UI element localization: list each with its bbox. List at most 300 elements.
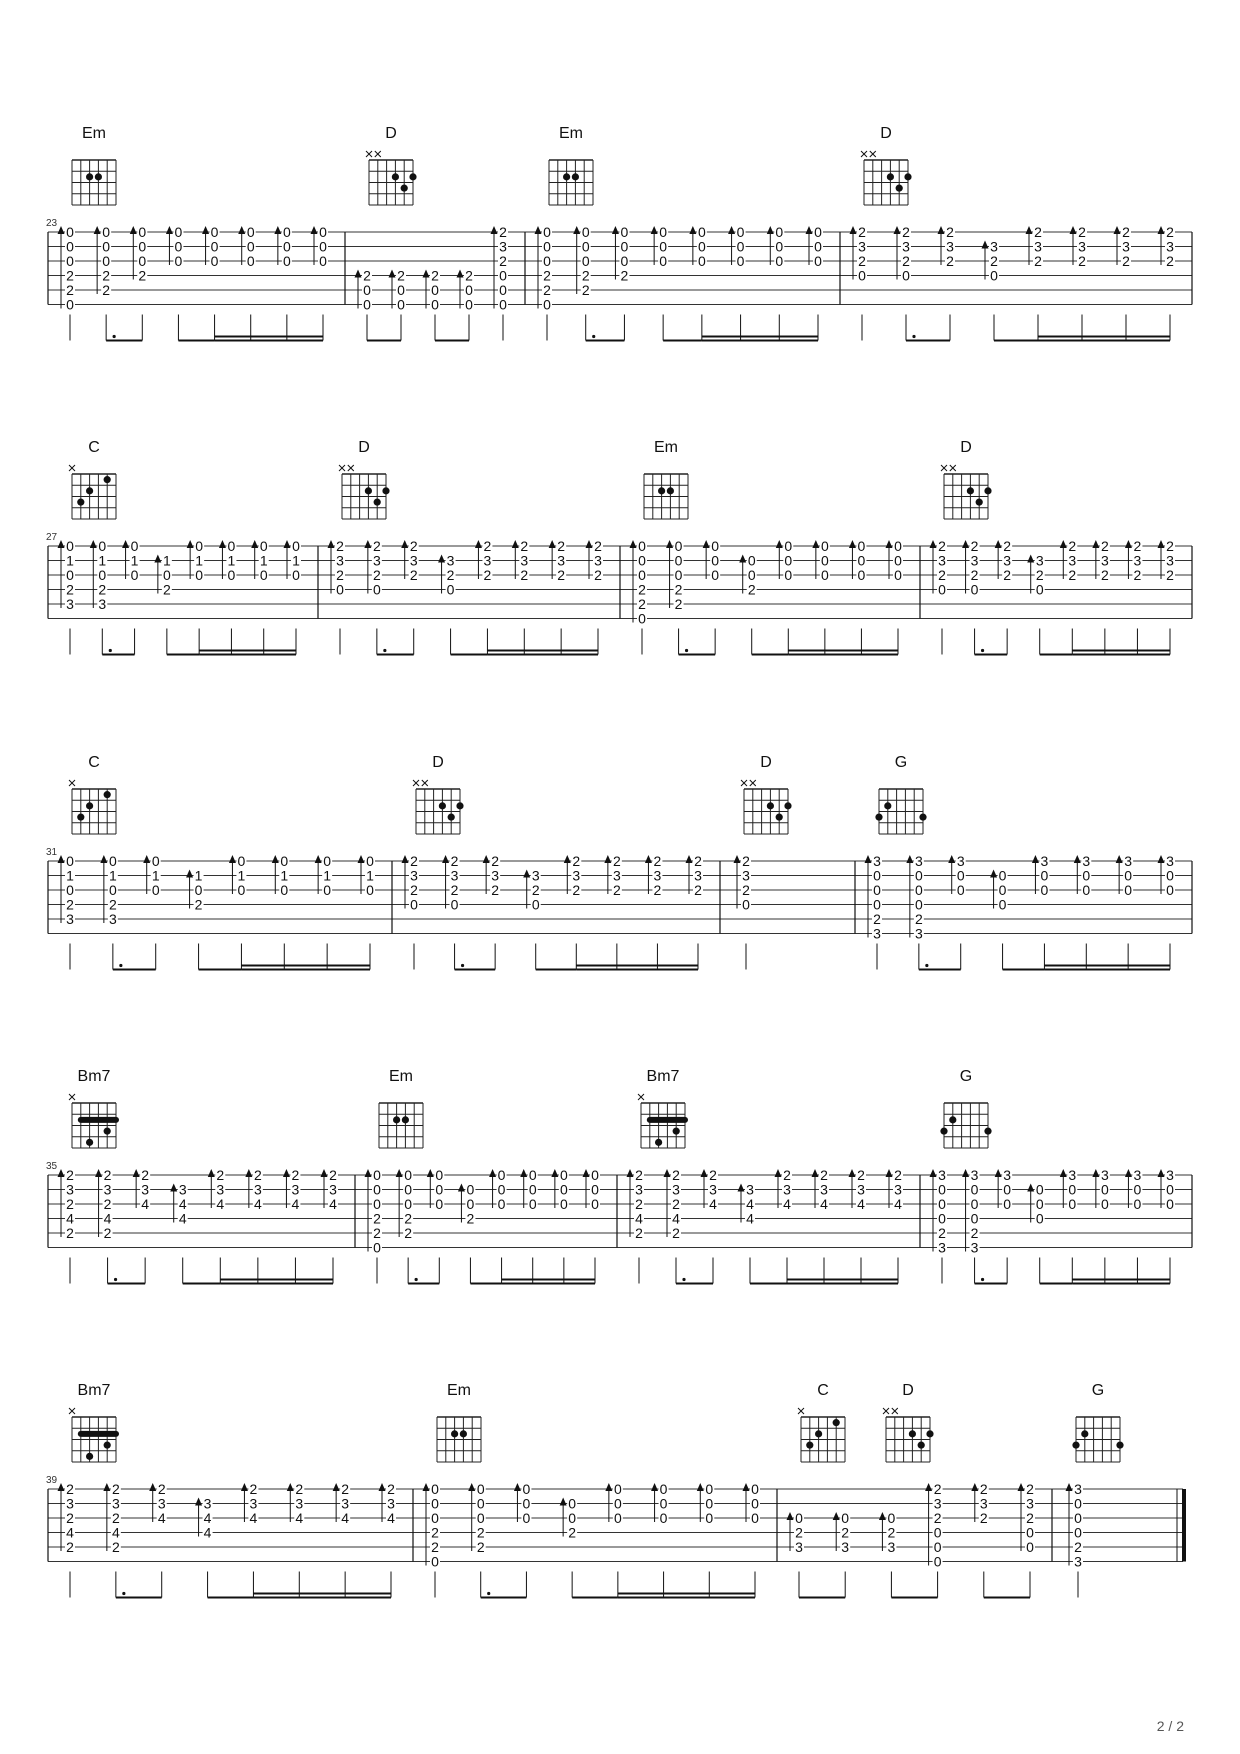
chord-name: D — [760, 754, 772, 771]
fret-number: 2 — [253, 1167, 262, 1183]
fret-number: 3 — [990, 238, 998, 255]
dot — [685, 649, 688, 652]
fret-number: 2 — [409, 567, 418, 583]
fret-number: 2 — [329, 1167, 337, 1183]
fret-number: 0 — [476, 1481, 485, 1497]
fret-number: 0 — [194, 882, 203, 898]
fret-number: 0 — [280, 882, 289, 898]
finger-dot — [374, 499, 381, 506]
fret-number: 0 — [543, 296, 551, 313]
tab-chord — [187, 538, 205, 655]
fret-number: 0 — [659, 238, 668, 255]
chord-name: Em — [559, 125, 583, 142]
fret-number: 4 — [894, 1196, 902, 1212]
fret-number: 2 — [476, 1539, 485, 1555]
tab-chord — [489, 1167, 507, 1284]
fret-number: 0 — [568, 1510, 577, 1526]
dot — [109, 649, 112, 652]
fret-number: 2 — [465, 267, 473, 284]
fret-number: 0 — [138, 238, 147, 255]
fret-number: 0 — [373, 1196, 381, 1212]
fret-number: 2 — [387, 1481, 395, 1497]
measure-number: 35 — [46, 1161, 58, 1172]
fret-number: 2 — [483, 538, 492, 554]
fret-number: 2 — [1003, 567, 1012, 583]
fret-number: 0 — [237, 882, 246, 898]
fret-number: 0 — [591, 1181, 599, 1198]
fret-number: 2 — [1068, 567, 1077, 583]
fret-number: 0 — [697, 253, 706, 269]
fret-number: 3 — [970, 1167, 979, 1183]
fret-number: 2 — [499, 253, 507, 269]
fret-number: 0 — [674, 567, 683, 583]
fret-number: 2 — [373, 1210, 381, 1227]
tab-chord — [806, 224, 824, 341]
fret-number: 0 — [1166, 867, 1174, 884]
fret-number: 2 — [1035, 567, 1044, 583]
fret-number: 0 — [887, 1510, 896, 1526]
fret-number: 3 — [970, 1239, 979, 1256]
tab-chord — [283, 1167, 301, 1284]
fret-number: 4 — [178, 1210, 187, 1227]
chord-name: Em — [654, 439, 678, 456]
tab-chord — [925, 1481, 943, 1598]
fret-number: 0 — [620, 224, 629, 240]
tab-chord — [612, 224, 630, 341]
fret-number: 3 — [1068, 552, 1077, 569]
fret-number: 2 — [594, 567, 602, 583]
fret-number: 0 — [404, 1167, 413, 1183]
tab-chord — [143, 853, 161, 970]
fret-number: 2 — [397, 267, 405, 284]
fret-number: 2 — [372, 538, 381, 554]
fret-number: 2 — [1003, 538, 1012, 554]
measure — [630, 439, 904, 655]
fret-number: 0 — [476, 1495, 485, 1512]
fret-number: 3 — [1003, 552, 1012, 569]
fret-number: 2 — [450, 882, 459, 898]
measure — [627, 1068, 904, 1284]
fret-number: 3 — [1074, 1553, 1082, 1570]
tab-chord — [427, 1167, 445, 1284]
dot — [415, 1278, 418, 1281]
tab-chord — [775, 1167, 793, 1284]
tab-chord — [272, 853, 290, 970]
dot — [122, 1592, 125, 1595]
fret-number: 2 — [66, 1167, 74, 1183]
fret-number: 2 — [102, 267, 111, 284]
fret-number: 4 — [111, 1524, 120, 1541]
fret-number: 0 — [1035, 581, 1044, 598]
fret-number: 2 — [431, 1524, 439, 1541]
fret-number: 4 — [857, 1196, 865, 1212]
chord-diagram-d — [883, 1382, 934, 1462]
fret-number: 0 — [528, 1181, 537, 1198]
fret-number: 2 — [1133, 538, 1142, 554]
fret-number: 0 — [938, 1196, 946, 1212]
fret-number: 2 — [543, 282, 551, 298]
tab-chord — [767, 224, 785, 341]
finger-dot — [439, 802, 446, 809]
fret-number: 2 — [543, 267, 551, 284]
fret-number: 2 — [620, 267, 629, 284]
fret-number: 2 — [841, 1524, 850, 1541]
fret-number: 0 — [784, 552, 793, 569]
chord-diagram-d — [741, 754, 792, 834]
fret-number: 2 — [66, 1539, 74, 1555]
fret-number: 2 — [162, 581, 171, 598]
fret-number: 3 — [914, 853, 923, 869]
fret-number: 2 — [742, 882, 750, 898]
fret-number: 2 — [66, 1225, 74, 1241]
fret-number: 0 — [66, 253, 74, 269]
fret-number: 0 — [466, 1181, 475, 1198]
fret-number: 3 — [938, 1239, 946, 1256]
chord-name: D — [358, 439, 370, 456]
fret-number: 2 — [873, 911, 881, 927]
finger-dot — [767, 802, 774, 809]
fret-number: 2 — [672, 1196, 680, 1212]
tab-chord — [103, 1481, 121, 1598]
fret-number: 3 — [1100, 552, 1109, 569]
fret-number: 3 — [372, 552, 381, 569]
fret-number: 3 — [572, 867, 581, 884]
chord-name: Em — [82, 125, 106, 142]
fret-number: 2 — [820, 1167, 828, 1183]
fret-number: 2 — [491, 882, 500, 898]
tab-chord — [364, 538, 382, 655]
fret-number: 0 — [543, 253, 551, 269]
measure — [865, 754, 1176, 970]
fret-number: 2 — [404, 1225, 413, 1241]
fret-number: 3 — [157, 1495, 166, 1512]
tab-chord — [90, 538, 108, 655]
fret-number: 3 — [820, 1181, 828, 1198]
fret-number: 1 — [259, 552, 268, 569]
fret-number: 0 — [751, 1481, 759, 1497]
finger-dot — [940, 1128, 947, 1135]
fret-number: 2 — [938, 1225, 946, 1241]
fret-number: 0 — [499, 267, 507, 284]
fret-number: 2 — [990, 253, 998, 269]
fret-number: 0 — [138, 224, 147, 240]
fret-number: 0 — [98, 567, 107, 583]
fret-number: 3 — [873, 925, 881, 942]
fret-number: 2 — [1100, 567, 1109, 583]
fret-number: 0 — [1124, 882, 1133, 898]
page-number: 2 / 2 — [1156, 1718, 1184, 1734]
finger-dot — [976, 499, 983, 506]
fret-number: 0 — [914, 882, 923, 898]
tab-chord — [605, 1481, 623, 1598]
fret-number: 2 — [979, 1481, 988, 1497]
fret-number: 0 — [476, 1510, 485, 1526]
fret-number: 0 — [857, 567, 866, 583]
fret-number: 2 — [674, 596, 683, 612]
fret-number: 0 — [1068, 1181, 1077, 1198]
fret-number: 2 — [783, 1167, 791, 1183]
fret-number: 0 — [1166, 1181, 1174, 1198]
fret-number: 0 — [591, 1167, 599, 1183]
fret-number: 0 — [938, 581, 946, 598]
fret-number: 2 — [672, 1225, 680, 1241]
tab-chord — [1070, 224, 1088, 341]
tab-chord — [1092, 538, 1110, 655]
fret-number: 0 — [613, 1510, 622, 1526]
measure — [787, 1382, 1036, 1598]
fret-number: 0 — [431, 1481, 439, 1497]
fret-number: 0 — [292, 567, 300, 583]
tab-chord — [333, 1481, 351, 1598]
fret-number: 0 — [363, 296, 371, 313]
fret-number: 3 — [1068, 1167, 1077, 1183]
tab-chord — [573, 224, 591, 341]
finger-dot — [887, 173, 894, 180]
fret-number: 2 — [894, 1167, 902, 1183]
fret-number: 3 — [1003, 1167, 1012, 1183]
fret-number: 0 — [151, 882, 160, 898]
finger-dot — [563, 173, 570, 180]
fret-number: 3 — [857, 1181, 865, 1198]
fret-number: 0 — [613, 1481, 622, 1497]
finger-dot — [673, 1128, 680, 1135]
tab-chord — [630, 538, 648, 655]
fret-number: 3 — [938, 552, 946, 569]
finger-dot — [949, 1116, 956, 1123]
fret-number: 0 — [581, 253, 590, 269]
fret-number: 0 — [246, 253, 255, 269]
fret-number: 2 — [466, 1210, 475, 1227]
fret-number: 0 — [138, 253, 147, 269]
tab-chord — [930, 1167, 948, 1284]
fret-number: 2 — [933, 1510, 942, 1526]
tab-chord — [1092, 1167, 1110, 1284]
fret-number: 3 — [410, 867, 418, 884]
tab-chord — [483, 853, 501, 970]
fret-number: 3 — [491, 867, 500, 884]
fret-number: 0 — [998, 882, 1007, 898]
tab-chord — [894, 224, 912, 341]
fret-number: 3 — [1166, 238, 1174, 255]
fret-number: 0 — [970, 1181, 979, 1198]
tab-chord — [651, 1481, 669, 1598]
fret-number: 2 — [709, 1167, 717, 1183]
fret-number: 0 — [319, 253, 327, 269]
chord-name: G — [959, 1068, 973, 1085]
fret-number: 2 — [103, 1167, 112, 1183]
fret-number: 0 — [1082, 882, 1091, 898]
fret-number: 0 — [559, 1196, 568, 1212]
fret-number: 2 — [970, 567, 979, 583]
fret-number: 0 — [497, 1167, 506, 1183]
finger-dot — [875, 814, 882, 821]
fret-number: 1 — [227, 552, 236, 569]
fret-number: 0 — [130, 567, 139, 583]
fret-number: 0 — [1133, 1181, 1142, 1198]
fret-number: 3 — [1166, 552, 1174, 569]
fret-number: 4 — [746, 1210, 754, 1227]
fret-number: 0 — [435, 1181, 444, 1198]
fret-number: 0 — [522, 1495, 531, 1512]
fret-number: 3 — [887, 1539, 896, 1555]
measure — [58, 1382, 397, 1598]
fret-number: 0 — [970, 1210, 979, 1227]
tab-chord — [100, 853, 118, 970]
finger-dot — [904, 173, 911, 180]
chord-diagram-d — [413, 754, 464, 834]
tab-chord — [315, 853, 333, 970]
fret-number: 2 — [1122, 224, 1130, 240]
finger-dot — [776, 814, 783, 821]
tab-chord — [423, 1481, 441, 1598]
fret-number: 2 — [946, 224, 954, 240]
finger-dot — [104, 476, 111, 483]
fret-number: 0 — [431, 1495, 439, 1512]
tab-chord — [1125, 538, 1143, 655]
fret-number: 3 — [295, 1495, 304, 1512]
fret-number: 4 — [341, 1510, 350, 1526]
fret-number: 0 — [497, 1196, 506, 1212]
fret-number: 0 — [1035, 1210, 1044, 1227]
fret-number: 2 — [1166, 538, 1174, 554]
fret-number: 0 — [638, 552, 646, 569]
fret-number: 1 — [280, 867, 289, 884]
fret-number: 2 — [66, 282, 74, 298]
fret-number: 4 — [672, 1210, 680, 1227]
fret-number: 0 — [66, 238, 74, 255]
fret-number: 2 — [635, 1225, 643, 1241]
fret-number: 2 — [111, 1539, 120, 1555]
fret-number: 0 — [591, 1196, 599, 1212]
fret-number: 3 — [1082, 853, 1091, 869]
fret-number: 0 — [292, 538, 300, 554]
fret-number: 1 — [194, 867, 203, 884]
tab-chord — [886, 1167, 904, 1284]
tab-chord — [241, 1481, 259, 1598]
fret-number: 2 — [612, 853, 621, 869]
tab-chord — [328, 538, 346, 655]
fret-number: 3 — [409, 552, 418, 569]
fret-number: 2 — [612, 882, 621, 898]
fret-number: 3 — [946, 238, 954, 255]
tab-chord — [219, 538, 237, 655]
fret-number: 0 — [747, 552, 756, 569]
tab-chord — [58, 538, 76, 655]
finger-dot — [896, 185, 903, 192]
fret-number: 0 — [431, 282, 439, 298]
fret-number: 4 — [635, 1210, 643, 1227]
fret-number: 3 — [499, 238, 507, 255]
fret-number: 2 — [404, 1210, 413, 1227]
fret-number: 0 — [1124, 867, 1133, 884]
finger-dot — [667, 487, 674, 494]
tab-chord — [686, 853, 704, 970]
fret-number: 3 — [1124, 853, 1133, 869]
fret-number: 2 — [66, 1510, 74, 1526]
tab-chord — [238, 224, 256, 341]
fret-number: 2 — [1166, 224, 1174, 240]
fret-number: 0 — [108, 853, 117, 869]
tab-chord — [549, 538, 567, 655]
fret-number: 3 — [203, 1495, 212, 1512]
fret-number: 0 — [814, 238, 822, 255]
fret-number: 2 — [409, 538, 418, 554]
fret-number: 2 — [694, 882, 702, 898]
fret-number: 2 — [66, 581, 74, 598]
fret-number: 0 — [151, 853, 160, 869]
fret-number: 2 — [108, 896, 117, 913]
tab-chord — [1066, 1481, 1084, 1598]
tab-chord — [551, 1167, 569, 1284]
fret-number: 2 — [635, 1167, 643, 1183]
tab-chord — [208, 1167, 226, 1284]
fret-number: 3 — [970, 552, 979, 569]
fret-number: 0 — [366, 882, 374, 898]
fret-number: 0 — [174, 253, 183, 269]
fret-number: 3 — [291, 1181, 300, 1198]
fret-number: 0 — [857, 552, 866, 569]
chord-name: D — [960, 439, 972, 456]
fret-number: 2 — [1034, 224, 1042, 240]
chord-name: D — [432, 754, 444, 771]
tab-chord — [664, 1167, 682, 1284]
finger-dot — [393, 1116, 400, 1123]
fret-number: 0 — [237, 853, 246, 869]
fret-number: 0 — [372, 581, 381, 598]
fret-number: 3 — [108, 911, 117, 927]
barre — [78, 1117, 119, 1123]
fret-number: 0 — [431, 1553, 439, 1570]
fret-number: 3 — [742, 867, 750, 884]
fret-number: 0 — [282, 224, 291, 240]
fret-number: 2 — [1026, 1510, 1034, 1526]
fret-number: 2 — [572, 882, 581, 898]
fret-number: 3 — [1078, 238, 1086, 255]
fret-number: 0 — [98, 538, 107, 554]
tab-chord — [833, 1510, 851, 1598]
fret-number: 0 — [195, 567, 204, 583]
fret-number: 2 — [336, 538, 344, 554]
fret-number: 1 — [366, 867, 374, 884]
tab-chord — [728, 224, 746, 341]
chord-name: Bm7 — [77, 1382, 111, 1399]
fret-number: 3 — [329, 1181, 337, 1198]
fret-number: 0 — [522, 1481, 531, 1497]
fret-number: 2 — [1133, 567, 1142, 583]
fret-number: 3 — [653, 867, 662, 884]
finger-dot — [86, 802, 93, 809]
fret-number: 0 — [568, 1495, 577, 1512]
fret-number: 0 — [894, 567, 902, 583]
fret-number: 2 — [194, 896, 203, 913]
tab-chord — [971, 1481, 989, 1598]
finger-dot — [409, 173, 416, 180]
fret-number: 2 — [557, 538, 566, 554]
fret-number: 2 — [373, 1225, 381, 1241]
fret-number: 0 — [1040, 867, 1049, 884]
fret-number: 3 — [1166, 853, 1174, 869]
tab-chord — [379, 1481, 397, 1598]
fret-number: 3 — [1040, 853, 1049, 869]
fret-number: 4 — [329, 1196, 337, 1212]
tab-chord — [879, 1510, 897, 1598]
fret-number: 1 — [151, 867, 160, 884]
fret-number: 0 — [336, 581, 344, 598]
fret-number: 0 — [697, 238, 706, 255]
fret-number: 0 — [373, 1181, 381, 1198]
fret-number: 3 — [216, 1181, 225, 1198]
fret-number: 3 — [178, 1181, 187, 1198]
